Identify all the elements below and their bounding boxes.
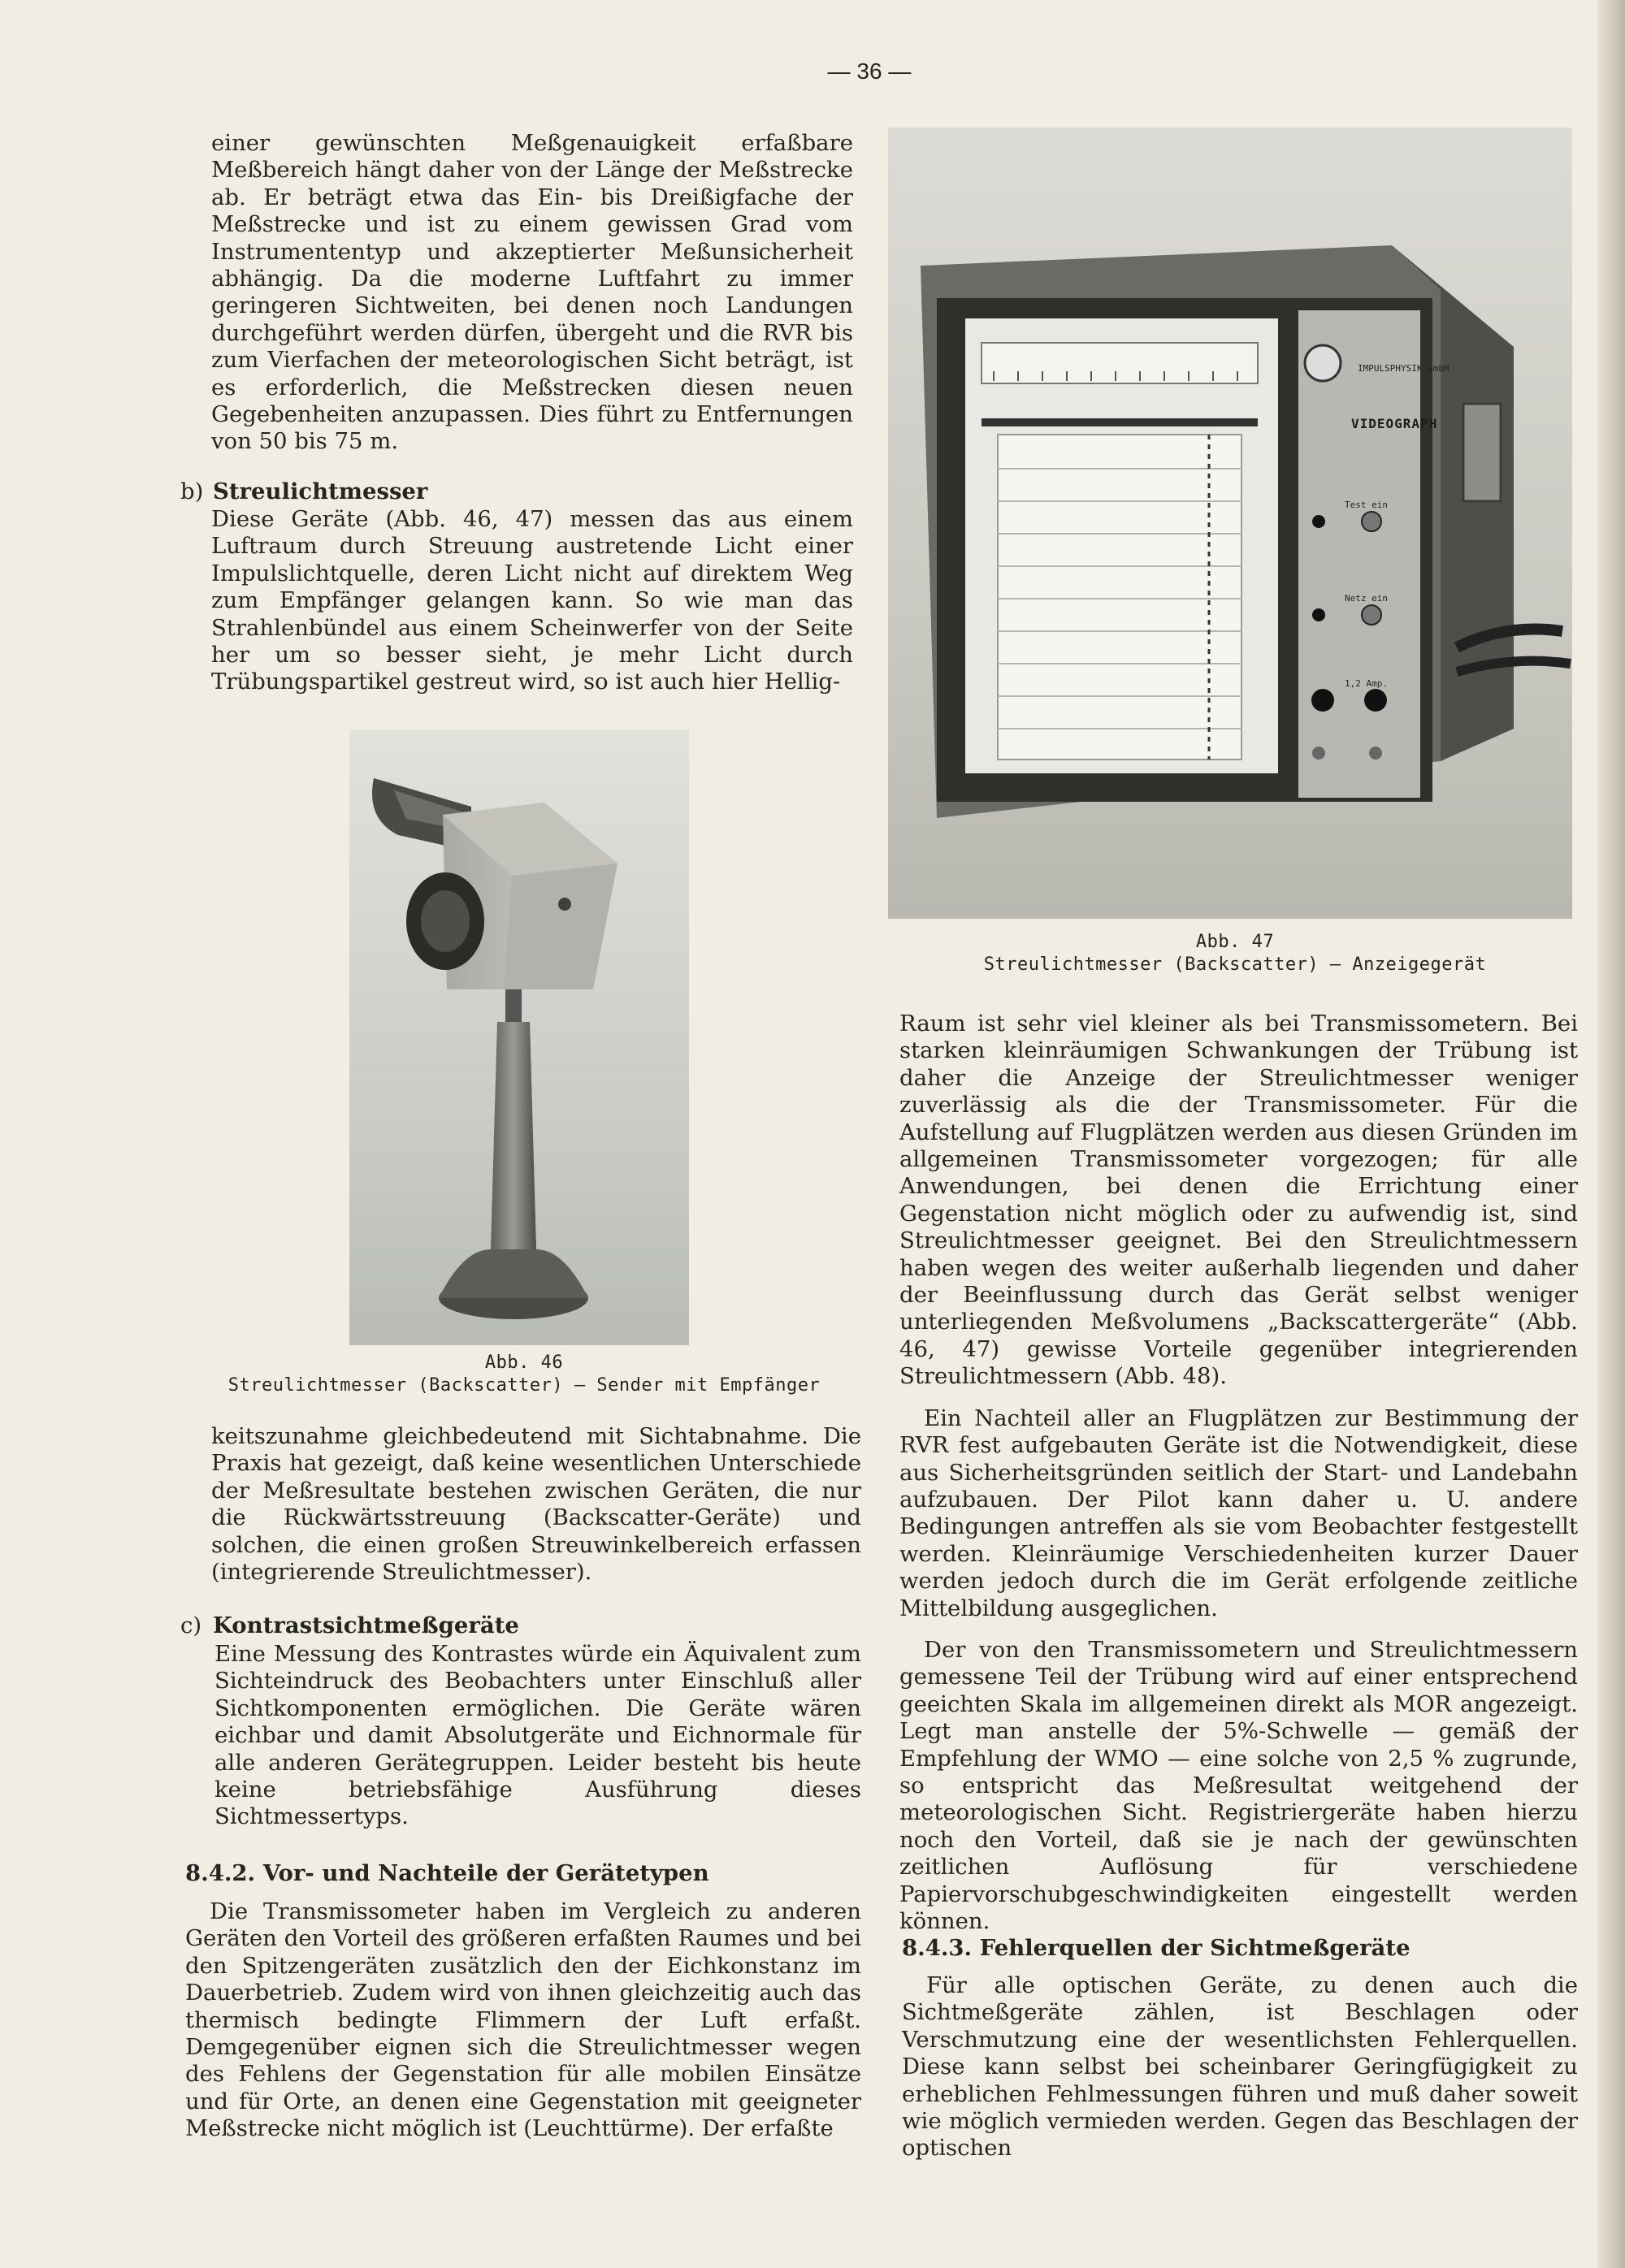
videograph-display-unit-illustration xyxy=(888,128,1572,919)
figure-46-caption-block xyxy=(187,1352,861,1397)
section-b-text: Diese Geräte (Abb. 46, 47) messen das aus einem Luftraum durch Streuung austretende Licht einer Impulslichtquelle, deren Licht nicht auf direktem Weg zum Empfänger gelangen kann. So wie man das Strahlenbündel aus einem Scheinwerfer von der Seite her um so besser sieht, je mehr Licht durch Trübungspartikel gestreut wird, so ist auch hier Hellig- xyxy=(211,506,853,695)
section-b-body xyxy=(211,506,853,696)
figure-46-caption: Streulichtmesser (Backscatter) — Sender mit Empfänger xyxy=(228,1375,821,1396)
figure-47-label: Abb. 47 xyxy=(1195,932,1275,952)
figure-46-label: Abb. 46 xyxy=(484,1353,564,1373)
section-b-title: Streulichtmesser xyxy=(213,478,428,504)
section-c-text: Eine Messung des Kontrastes würde ein Äquivalent zum Sichteindruck des Beobachters unter Einschluß aller Sichtkomponenten ermöglichen. Die Geräte wären eichbar und damit Absolutgeräte und Eichnormale für alle anderen Gerätegruppen. Leider besteht bis heute keine betriebsfähige Ausführung dieses Sichtmessertyps. xyxy=(214,1641,861,1830)
figure-47-caption: Streulichtmesser (Backscatter) — Anzeigegerät xyxy=(983,954,1487,975)
section-c-title: Kontrastsichtmeßgeräte xyxy=(213,1612,519,1638)
section-843-text: Für alle optischen Geräte, zu denen auch die Sichtmeßgeräte zählen, ist Beschlagen oder Verschmutzung eine der wesentlichsten Fehlerquellen. Diese kann selbst bei scheinbarer Geringfügigkeit zu erheblichen Fehlmessungen führen und muß daher soweit wie möglich vermieden werden. Gegen das Beschlagen der optischen xyxy=(902,1972,1578,2162)
paragraph-right-2: Ein Nachteil aller an Flugplätzen zur Bestimmung der RVR fest aufgebauten Geräte ist die Notwendigkeit, diese aus Sicherheitsgründen seitlich der Start- und Landebahn aufzubauen. Der Pilot kann daher u. U. andere Bedingungen antreffen als sie vom Beobachter festgestellt werden. Kleinräumige Verschiedenheiten kurzer Dauer werden jedoch durch die im Gerät erfolgende zeitliche Mittelbildung ausgeglichen. xyxy=(899,1405,1578,1621)
section-842-heading: 8.4.2. Vor- und Nachteile der Gerätetypen xyxy=(185,1860,709,1886)
page-edge-shadow xyxy=(1597,0,1625,2268)
paragraph-right-3: Der von den Transmissometern und Streulichtmessern gemessene Teil der Trübung wird auf einer entsprechend geeichten Skala im allgemeinen direkt als MOR angezeigt. Legt man anstelle der 5%-Schwelle — gemäß der Empfehlung der WMO — eine solche von 2,5 % zugrunde, so entspricht das Meßresultat weitgehend der meteorologischen Sicht. Registriergeräte haben hierzu noch den Vorteil, daß sie je nach der gewünschten zeitlichen Auflösung für verschiedene Papiervorschubgeschwindigkeiten eingestellt werden können. xyxy=(899,1636,1578,1934)
section-c-body xyxy=(214,1641,861,1831)
right-column-text xyxy=(899,1011,1578,1935)
section-b-letter: b) xyxy=(180,478,204,504)
figure-47-caption-block xyxy=(942,931,1528,976)
figure-47-photo xyxy=(888,128,1572,919)
paragraph-measuring-range: einer gewünschten Meßgenauigkeit erfaßbare Meßbereich hängt daher von der Länge der Meßstrecke ab. Er beträgt etwa das Ein- bis Dreißigfache der Meßstrecke und ist zu einem gewissen Grad vom Instrumententyp und akzeptierter Meßunsicherheit abhängig. Da die moderne Luftfahrt zu immer geringeren Sichtweiten, bei denen noch Landungen durchgeführt werden dürfen, übergeht und die RVR bis zum Vierfachen der meteorologischen Sicht beträgt, ist es erforderlich, die Meßstrecken diesen neuen Gegebenheiten anzupassen. Dies führt zu Entfernungen von 50 bis 75 m. xyxy=(211,130,853,455)
left-continuation xyxy=(211,1423,861,1586)
paragraph-continuation: keitszunahme gleichbedeutend mit Sichtabnahme. Die Praxis hat gezeigt, daß keine wesentlichen Unterschiede der Meßresultate bestehen zwischen Geräten, die nur die Rückwärtsstreuung (Backscatter-Geräte) und solchen, die einen großen Streuwinkelbereich erfassen (integrierende Streulichtmesser). xyxy=(211,1423,861,1586)
section-842-body xyxy=(185,1898,861,2143)
section-843-heading: 8.4.3. Fehlerquellen der Sichtmeßgeräte xyxy=(902,1935,1410,1961)
left-top-text xyxy=(211,130,853,456)
device-control-fuse-label: 1,2 Amp. xyxy=(1345,678,1388,689)
page-number: — 36 — xyxy=(827,58,912,84)
backscatter-sensor-illustration xyxy=(349,729,689,1345)
device-control-test-label: Test ein xyxy=(1345,500,1388,510)
device-control-power-label: Netz ein xyxy=(1345,593,1388,604)
device-name-label: VIDEOGRAPH xyxy=(1351,416,1438,431)
section-c-letter: c) xyxy=(180,1612,202,1638)
paragraph-right-1: Raum ist sehr viel kleiner als bei Transmissometern. Bei starken kleinräumigen Schwankungen der Trübung ist daher die Anzeige der Streulichtmesser weniger zuverlässig als die der Transmissometer. Für die Aufstellung auf Flugplätzen werden aus diesen Gründen im allgemeinen Transmissometer vorgezogen; für alle Anwendungen, bei denen die Errichtung einer Gegenstation nicht möglich oder zu aufwendig ist, sind Streulichtmesser geeignet. Bei den Streulichtmessern haben wegen des weiter außerhalb liegenden und daher der Beeinflussung durch das Gerät selbst weniger unterliegenden Meßvolumens „Backscattergeräte“ (Abb. 46, 47) gewisse Vorteile gegenüber integrierenden Streulichtmessern (Abb. 48). xyxy=(899,1011,1578,1390)
section-842-text: Die Transmissometer haben im Vergleich zu anderen Geräten den Vorteil des größeren erfaßten Raumes und bei den Spitzengeräten zusätzlich den der Eichkonstanz im Dauerbetrieb. Zudem wird von ihnen gleichzeitig auch das thermisch bedingte Flimmern der Luft erfaßt. Demgegenüber eignen sich die Streulichtmesser wegen des Fehlens der Gegenstation für alle mobilen Einsätze und für Orte, an denen eine Gegenstation mit geeigneter Meßstrecke nicht möglich ist (Leuchttürme). Der erfaßte xyxy=(185,1898,861,2142)
device-brand-label: IMPULSPHYSIK GmbH xyxy=(1358,363,1450,374)
section-843-body xyxy=(902,1972,1578,2162)
figure-46-photo xyxy=(349,729,689,1345)
